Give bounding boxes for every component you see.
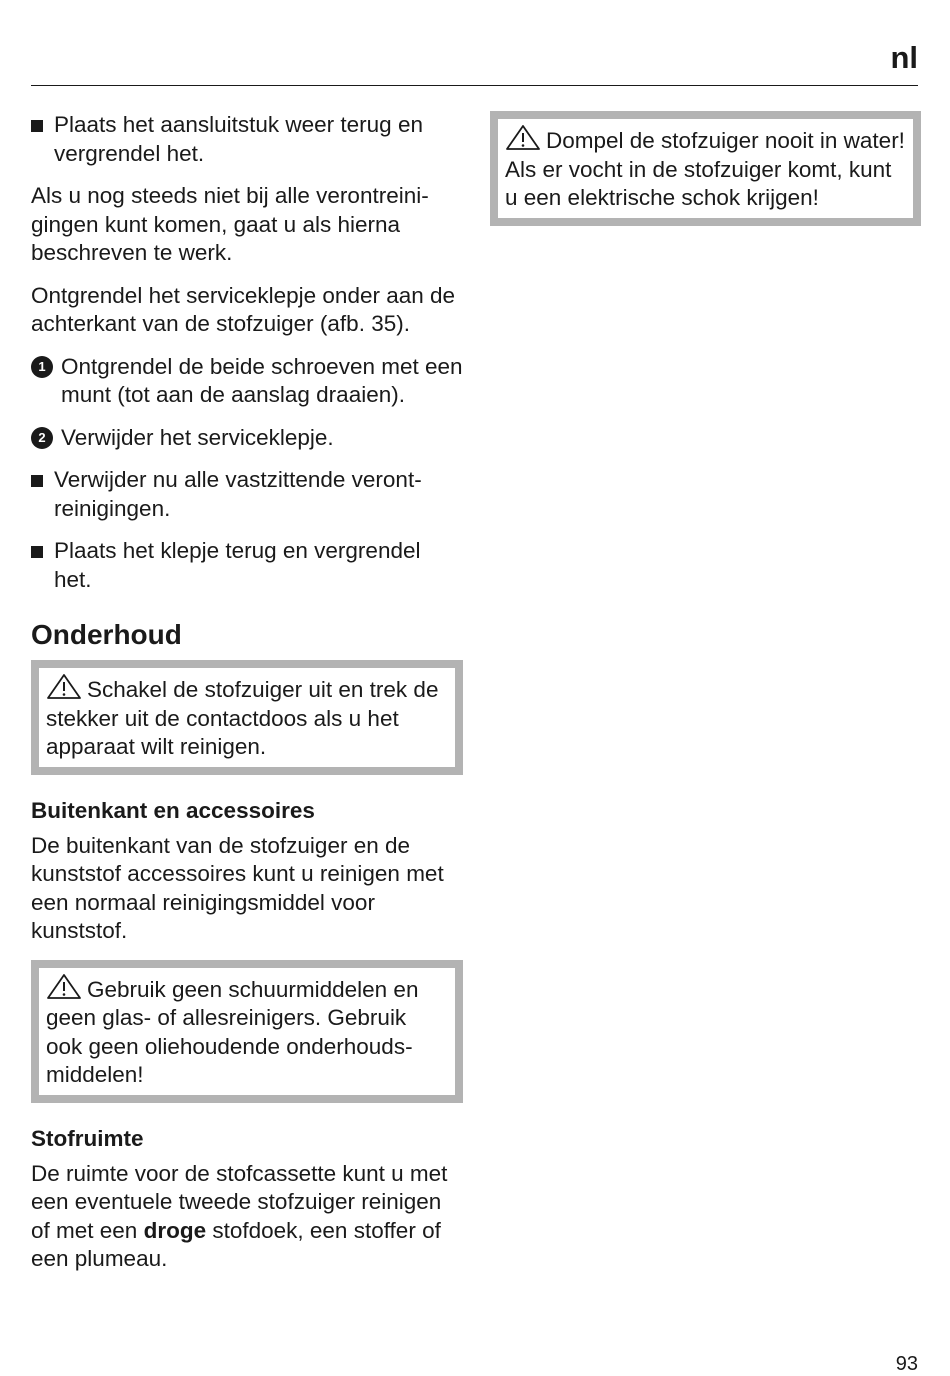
- warning-triangle-icon: [46, 673, 82, 700]
- bullet-text: Plaats het klepje terug en vergrendel het.: [54, 538, 421, 592]
- warning-box: [31, 660, 463, 775]
- subheading: Stofruimte: [31, 1125, 144, 1151]
- square-bullet-icon: [31, 111, 54, 132]
- numbered-step: [31, 353, 463, 410]
- warning-box: [490, 111, 921, 226]
- bullet-text: Verwijder nu alle vastzittende verontreinigingen.: [54, 467, 422, 521]
- right-column: [490, 111, 921, 248]
- warning-triangle-icon: [46, 973, 82, 1000]
- paragraph: De buitenkant van de stofzuiger en de kunststof accessoires kunt u reinigen met een normaal reinigingsmiddel voor kunststof.: [31, 832, 444, 943]
- list-item: [31, 537, 463, 594]
- warning-text: Schakel de stofzuiger uit en trek de stekker uit de contactdoos als u het apparaat wilt reinigen.: [46, 677, 439, 759]
- step-number-badge: 1: [31, 353, 61, 378]
- warning-triangle-icon: [505, 124, 541, 151]
- list-item: [31, 111, 463, 168]
- warning-text: Gebruik geen schuurmiddelen en geen glas- of allesreinigers. Gebruik ook geen oliehoudende onderhoudsmiddelen!: [46, 976, 419, 1087]
- page-number: 93: [895, 1353, 918, 1375]
- step-number-badge: 2: [31, 424, 61, 449]
- step-text: Verwijder het serviceklepje.: [61, 424, 334, 450]
- step-text: Ontgrendel de beide schroeven met een munt (tot aan de aanslag draaien).: [61, 353, 463, 407]
- bullet-text: Plaats het aansluitstuk weer terug en vergrendel het.: [54, 112, 423, 166]
- square-bullet-icon: [31, 466, 54, 487]
- paragraph: De ruimte voor de stofcassette kunt u met een eventuele tweede stofzuiger reinigen of met een droge stofdoek, een stoffer of een plumeau.: [31, 1160, 448, 1271]
- warning-box: [31, 960, 463, 1103]
- header-rule: [31, 85, 918, 86]
- warning-text: Dompel de stofzuiger nooit in water! Als er vocht in de stofzuiger komt, kunt u een elektrische schok krijgen!: [505, 128, 905, 210]
- list-item: [31, 466, 463, 523]
- bold-word: droge: [143, 1217, 207, 1243]
- left-column: [31, 111, 463, 1274]
- paragraph: Ontgrendel het serviceklepje onder aan de achterkant van de stofzuiger (afb. 35).: [31, 282, 456, 336]
- language-label: nl: [890, 40, 918, 75]
- section-heading: Onderhoud: [31, 619, 182, 650]
- paragraph: Als u nog steeds niet bij alle verontreinigingen kunt komen, gaat u als hierna beschreven te werk.: [31, 183, 429, 265]
- numbered-step: [31, 424, 463, 453]
- subheading: Buitenkant en accessoires: [31, 797, 315, 823]
- square-bullet-icon: [31, 537, 54, 558]
